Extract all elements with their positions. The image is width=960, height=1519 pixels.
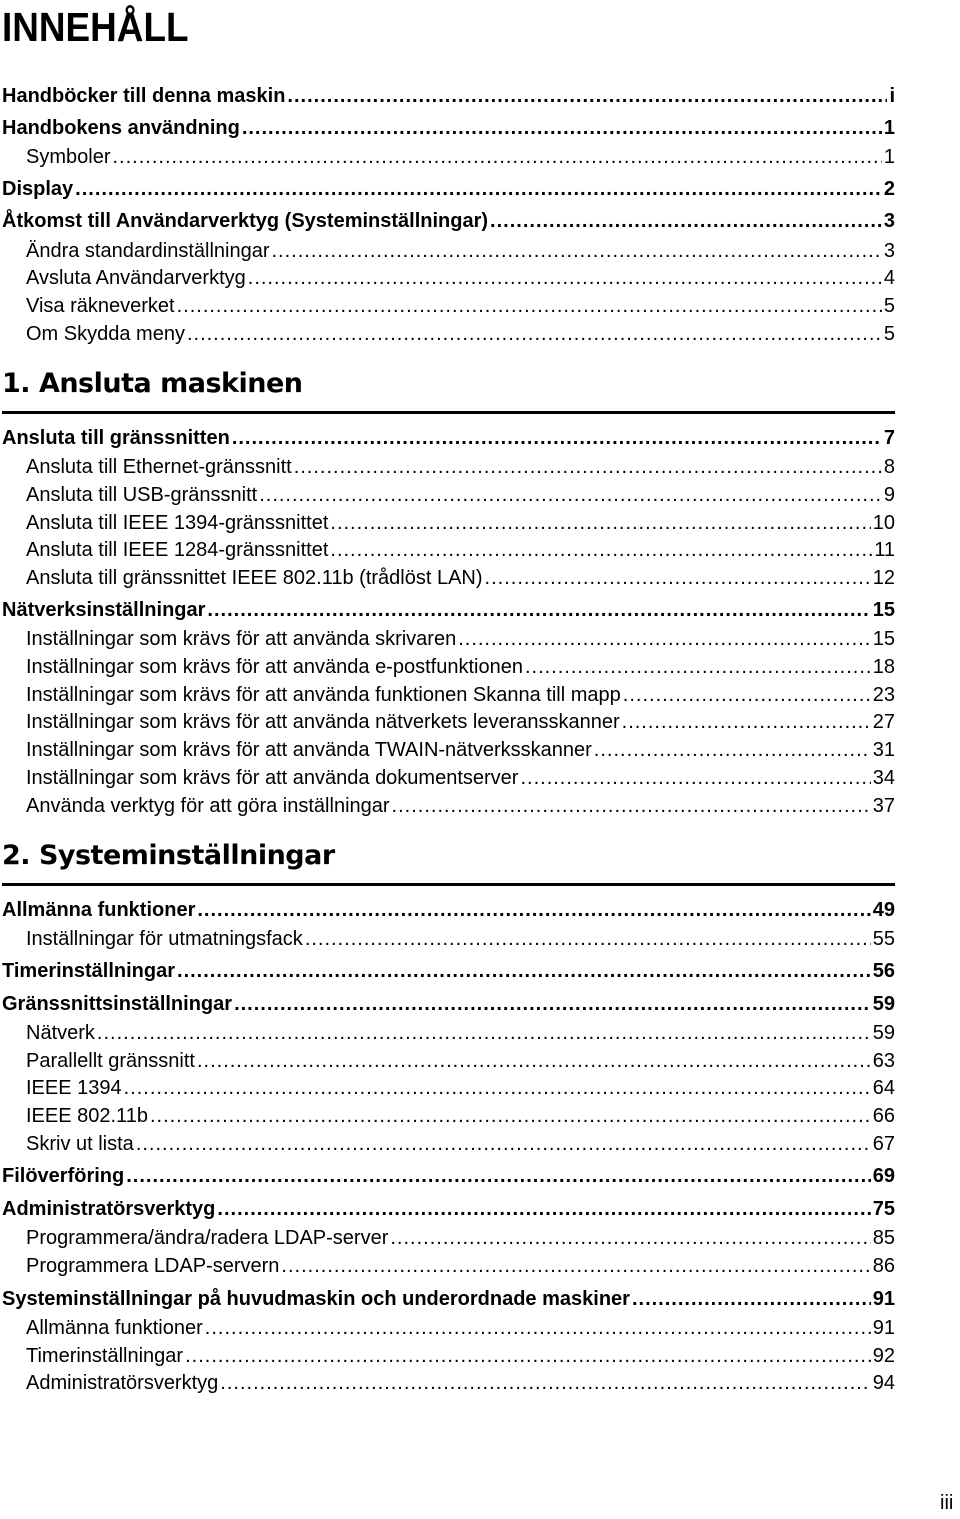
dot-leader bbox=[197, 896, 870, 924]
dot-leader bbox=[112, 143, 881, 171]
toc-entry-text: IEEE 1394 bbox=[26, 1077, 122, 1099]
toc-entry-text: Nätverk bbox=[26, 1022, 95, 1044]
toc-entry-text: Åtkomst till Användarverktyg (Systeminställningar) bbox=[2, 210, 489, 232]
dot-leader bbox=[594, 736, 871, 764]
toc-entry-text: Handböcker till denna maskin bbox=[2, 85, 286, 107]
toc-subentry[interactable] bbox=[26, 736, 895, 764]
toc-entry-page: 3 bbox=[883, 210, 895, 232]
toc-entry-text: Allmänna funktioner bbox=[2, 899, 196, 921]
toc-entry[interactable] bbox=[2, 896, 895, 924]
toc-entry[interactable] bbox=[2, 114, 895, 142]
toc-entry-page: 69 bbox=[872, 1165, 895, 1187]
dot-leader bbox=[632, 1285, 871, 1313]
dot-leader bbox=[150, 1102, 871, 1130]
chapter-heading: 1. Ansluta maskinen bbox=[2, 368, 303, 399]
toc-entry-text: Administratörsverktyg bbox=[2, 1198, 216, 1220]
toc-entry-page: 1 bbox=[883, 146, 895, 168]
toc-subentry[interactable] bbox=[26, 764, 895, 792]
toc-entry-text: Inställningar som krävs för att använda nätverkets leveransskanner bbox=[26, 711, 620, 733]
toc-subentry[interactable] bbox=[26, 481, 895, 509]
toc-entry-page: 3 bbox=[883, 240, 895, 262]
toc-entry[interactable] bbox=[2, 1195, 895, 1223]
toc-entry-page: 92 bbox=[872, 1345, 895, 1367]
page-number: iii bbox=[940, 1492, 954, 1514]
dot-leader bbox=[330, 509, 870, 537]
toc-subentry[interactable] bbox=[26, 1047, 895, 1075]
dot-leader bbox=[305, 925, 871, 953]
toc-entry-page: 75 bbox=[872, 1198, 895, 1220]
toc-entry-text: Systeminställningar på huvudmaskin och underordnade maskiner bbox=[2, 1288, 630, 1310]
dot-leader bbox=[205, 1314, 871, 1342]
dot-leader bbox=[217, 1195, 870, 1223]
toc-entry-page: 67 bbox=[872, 1133, 895, 1155]
toc-entry-text: Inställningar som krävs för att använda e-postfunktionen bbox=[26, 656, 523, 678]
toc-entry-page: 55 bbox=[872, 928, 895, 950]
toc-subentry[interactable] bbox=[26, 708, 895, 736]
toc-entry-page: 11 bbox=[874, 539, 895, 561]
toc-entry-page: 2 bbox=[883, 178, 895, 200]
page-title: INNEHÅLL bbox=[2, 4, 189, 50]
dot-leader bbox=[490, 207, 882, 235]
toc-entry-text: Ansluta till gränssnitten bbox=[2, 427, 230, 449]
dot-leader bbox=[392, 792, 871, 820]
dot-leader bbox=[242, 114, 882, 142]
toc-entry-text: Ansluta till IEEE 1394-gränssnittet bbox=[26, 512, 329, 534]
toc-subentry[interactable] bbox=[26, 1342, 895, 1370]
dot-leader bbox=[259, 481, 882, 509]
toc-entry-text: Administratörsverktyg bbox=[26, 1372, 219, 1394]
toc-subentry[interactable] bbox=[26, 792, 895, 820]
toc-entry-page: 23 bbox=[872, 684, 895, 706]
dot-leader bbox=[272, 237, 882, 265]
dot-leader bbox=[124, 1074, 871, 1102]
dot-leader bbox=[281, 1252, 870, 1280]
dot-leader bbox=[185, 1342, 871, 1370]
toc-entry-text: Inställningar som krävs för att använda skrivaren bbox=[26, 628, 457, 650]
toc-entry-page: 56 bbox=[872, 960, 895, 982]
toc-entry[interactable] bbox=[2, 1285, 895, 1313]
toc-entry-page: 85 bbox=[872, 1227, 895, 1249]
dot-leader bbox=[232, 424, 882, 452]
toc-entry-text: Handbokens användning bbox=[2, 117, 240, 139]
toc-subentry[interactable] bbox=[26, 237, 895, 265]
dot-leader bbox=[197, 1047, 871, 1075]
toc-subentry[interactable] bbox=[26, 1074, 895, 1102]
dot-leader bbox=[287, 82, 887, 110]
toc-entry-page: 4 bbox=[883, 267, 895, 289]
toc-entry-text: Display bbox=[2, 178, 74, 200]
toc-entry-page: 63 bbox=[872, 1050, 895, 1072]
toc-entry-page: i bbox=[889, 85, 895, 107]
toc-entry[interactable] bbox=[2, 207, 895, 235]
toc-subentry[interactable] bbox=[26, 1224, 895, 1252]
dot-leader bbox=[75, 175, 882, 203]
toc-entry[interactable] bbox=[2, 424, 895, 452]
dot-leader bbox=[177, 957, 871, 985]
dot-leader bbox=[136, 1130, 871, 1158]
dot-leader bbox=[622, 708, 871, 736]
toc-entry-text: Inställningar som krävs för att använda TWAIN-nätverksskanner bbox=[26, 739, 592, 761]
toc-subentry[interactable] bbox=[26, 653, 895, 681]
dot-leader bbox=[390, 1224, 870, 1252]
dot-leader bbox=[330, 536, 872, 564]
toc-entry-page: 15 bbox=[872, 628, 895, 650]
dot-leader bbox=[294, 453, 882, 481]
toc-entry-text: Programmera LDAP-servern bbox=[26, 1255, 280, 1277]
toc-entry-text: Inställningar för utmatningsfack bbox=[26, 928, 303, 950]
toc-entry-text: Timerinställningar bbox=[2, 960, 176, 982]
toc-entry-text: Allmänna funktioner bbox=[26, 1317, 203, 1339]
toc-subentry[interactable] bbox=[26, 536, 895, 564]
toc-entry-text: Gränssnittsinställningar bbox=[2, 993, 233, 1015]
toc-entry-text: Programmera/ändra/radera LDAP-server bbox=[26, 1227, 389, 1249]
toc-subentry[interactable] bbox=[26, 1314, 895, 1342]
toc-entry-page: 64 bbox=[872, 1077, 895, 1099]
toc-entry[interactable] bbox=[2, 175, 895, 203]
toc-entry-text: Ansluta till IEEE 1284-gränssnittet bbox=[26, 539, 329, 561]
dot-leader bbox=[485, 564, 871, 592]
chapter-heading: 2. Systeminställningar bbox=[2, 840, 335, 871]
dot-leader bbox=[97, 1019, 871, 1047]
toc-entry-page: 12 bbox=[872, 567, 895, 589]
toc-entry-text: Ansluta till Ethernet-gränssnitt bbox=[26, 456, 292, 478]
toc-subentry[interactable] bbox=[26, 1130, 895, 1158]
toc-entry-page: 59 bbox=[872, 1022, 895, 1044]
toc-entry-page: 34 bbox=[872, 767, 895, 789]
toc-subentry[interactable] bbox=[26, 625, 895, 653]
dot-leader bbox=[220, 1369, 870, 1397]
toc-entry-text: Parallellt gränssnitt bbox=[26, 1050, 195, 1072]
toc-entry[interactable] bbox=[2, 990, 895, 1018]
toc-entry-text: Avsluta Användarverktyg bbox=[26, 267, 246, 289]
toc-entry-page: 7 bbox=[883, 427, 895, 449]
dot-leader bbox=[520, 764, 870, 792]
dot-leader bbox=[234, 990, 871, 1018]
toc-entry[interactable] bbox=[2, 596, 895, 624]
toc-entry[interactable] bbox=[2, 82, 895, 110]
toc-entry-page: 91 bbox=[872, 1317, 895, 1339]
dot-leader bbox=[187, 320, 882, 348]
toc-subentry[interactable] bbox=[26, 292, 895, 320]
dot-leader bbox=[458, 625, 871, 653]
toc-entry-text: Ansluta till gränssnittet IEEE 802.11b (trådlöst LAN) bbox=[26, 567, 483, 589]
toc-entry-text: Ändra standardinställningar bbox=[26, 240, 270, 262]
toc-entry-text: Inställningar som krävs för att använda funktionen Skanna till mapp bbox=[26, 684, 621, 706]
toc-entry-text: Ansluta till USB-gränssnitt bbox=[26, 484, 258, 506]
toc-entry-page: 27 bbox=[872, 711, 895, 733]
toc-entry-text: Timerinställningar bbox=[26, 1345, 184, 1367]
toc-entry-page: 94 bbox=[872, 1372, 895, 1394]
toc-entry-page: 5 bbox=[883, 295, 895, 317]
toc-subentry[interactable] bbox=[26, 1369, 895, 1397]
toc-subentry[interactable] bbox=[26, 1102, 895, 1130]
toc-entry-text: Filöverföring bbox=[2, 1165, 125, 1187]
toc-subentry[interactable] bbox=[26, 509, 895, 537]
toc-subentry[interactable] bbox=[26, 264, 895, 292]
dot-leader bbox=[126, 1162, 871, 1190]
toc-entry[interactable] bbox=[2, 1162, 895, 1190]
toc-subentry[interactable] bbox=[26, 925, 895, 953]
toc-entry-page: 15 bbox=[872, 599, 895, 621]
toc-entry-page: 9 bbox=[883, 484, 895, 506]
toc-entry-text: Inställningar som krävs för att använda dokumentserver bbox=[26, 767, 519, 789]
toc-entry-page: 37 bbox=[872, 795, 895, 817]
toc-entry-text: IEEE 802.11b bbox=[26, 1105, 148, 1127]
toc-entry-text: Om Skydda meny bbox=[26, 323, 185, 345]
toc-entry-page: 18 bbox=[872, 656, 895, 678]
toc-entry-text: Skriv ut lista bbox=[26, 1133, 134, 1155]
toc-entry[interactable] bbox=[2, 957, 895, 985]
dot-leader bbox=[207, 596, 870, 624]
toc-entry-page: 1 bbox=[883, 117, 895, 139]
dot-leader bbox=[623, 681, 871, 709]
toc-subentry[interactable] bbox=[26, 1019, 895, 1047]
toc-entry-text: Visa räkneverket bbox=[26, 295, 175, 317]
toc-entry-page: 59 bbox=[872, 993, 895, 1015]
toc-subentry[interactable] bbox=[26, 564, 895, 592]
toc-subentry[interactable] bbox=[26, 320, 895, 348]
toc-subentry[interactable] bbox=[26, 1252, 895, 1280]
dot-leader bbox=[177, 292, 882, 320]
dot-leader bbox=[525, 653, 871, 681]
toc-entry-page: 31 bbox=[872, 739, 895, 761]
toc-entry-text: Använda verktyg för att göra inställningar bbox=[26, 795, 390, 817]
toc-entry-text: Symboler bbox=[26, 146, 111, 168]
toc-entry-page: 5 bbox=[883, 323, 895, 345]
toc-entry-page: 91 bbox=[872, 1288, 895, 1310]
toc-subentry[interactable] bbox=[26, 143, 895, 171]
toc-entry-page: 66 bbox=[872, 1105, 895, 1127]
toc-entry-text: Nätverksinställningar bbox=[2, 599, 206, 621]
dot-leader bbox=[248, 264, 882, 292]
toc-entry-page: 10 bbox=[872, 512, 895, 534]
toc-entry-page: 49 bbox=[872, 899, 895, 921]
chapter-rule bbox=[2, 411, 895, 414]
toc-entry-page: 8 bbox=[883, 456, 895, 478]
toc-subentry[interactable] bbox=[26, 681, 895, 709]
chapter-rule bbox=[2, 883, 895, 886]
toc-subentry[interactable] bbox=[26, 453, 895, 481]
toc-entry-page: 86 bbox=[872, 1255, 895, 1277]
